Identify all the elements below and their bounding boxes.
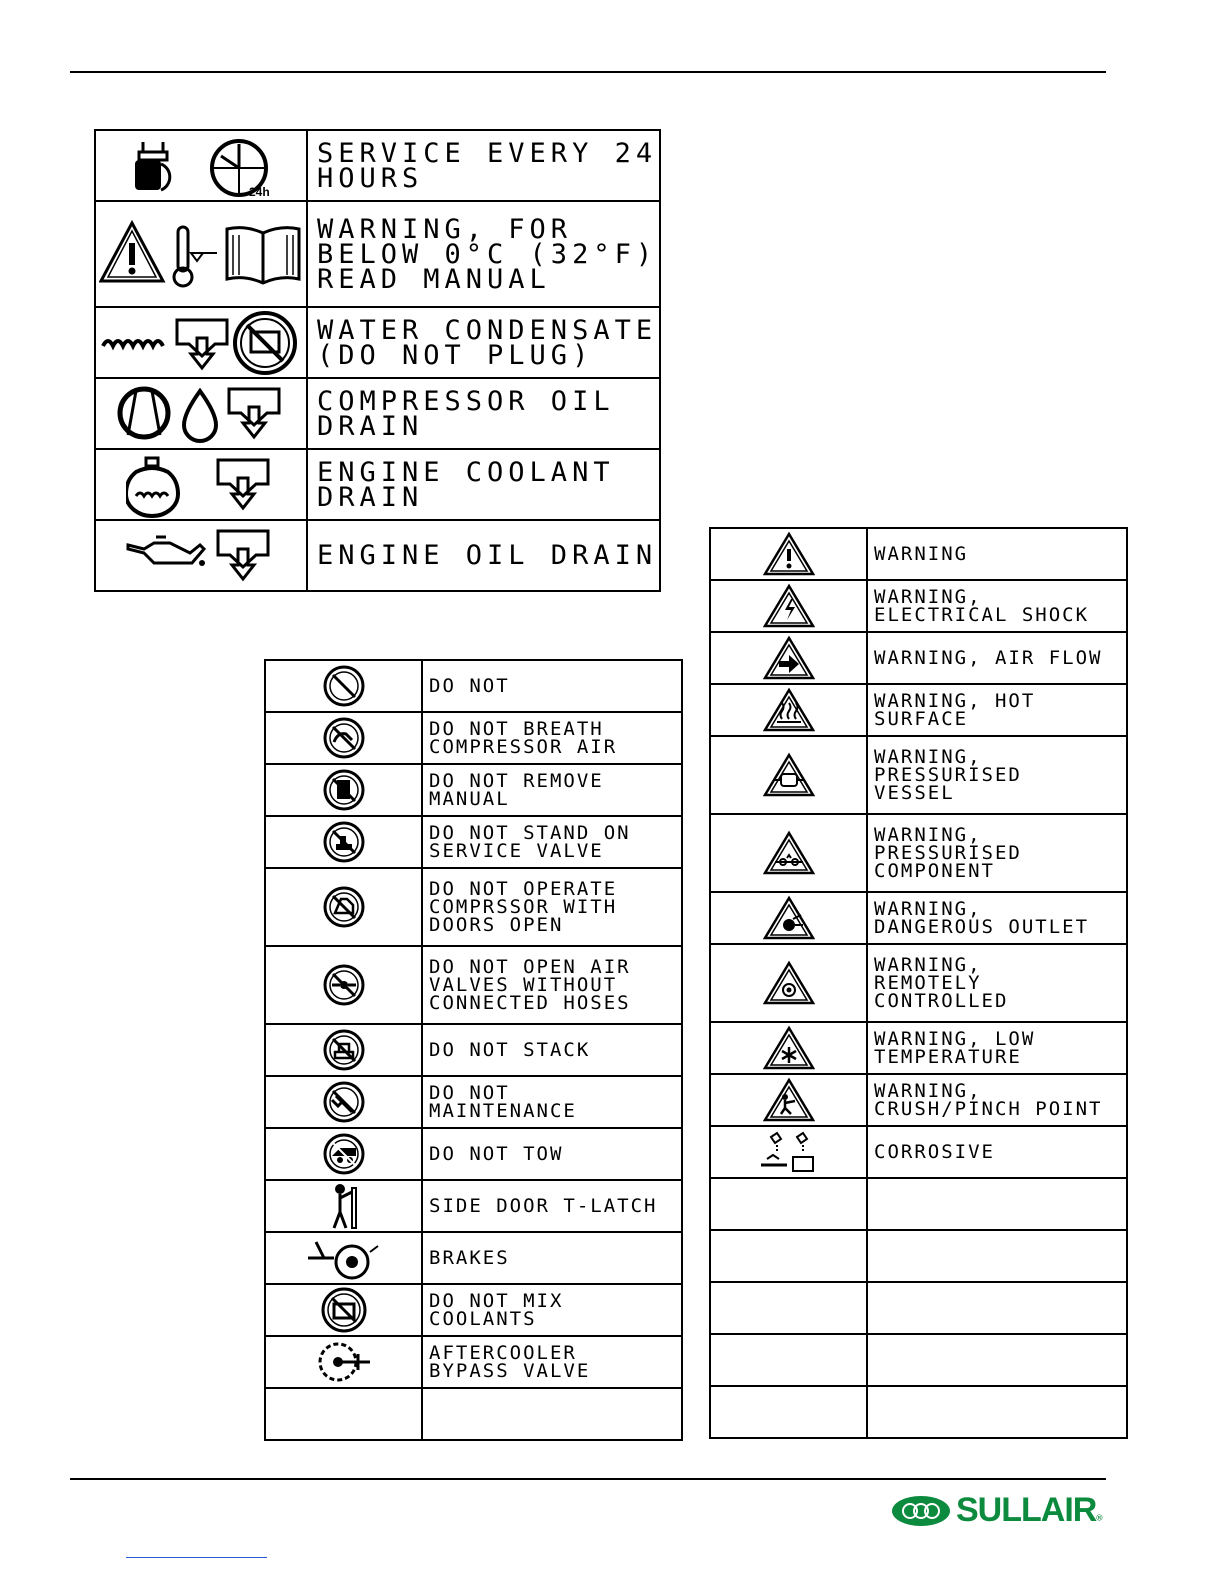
wrench-clock-24h-icon (95, 130, 307, 201)
warning-icon (710, 528, 867, 580)
row-text: CORROSIVE (867, 1126, 1127, 1178)
row-text: COMPRESSOR OIL DRAIN (307, 378, 660, 449)
engine-oil-drain-icon (95, 520, 307, 591)
row-text (867, 1230, 1127, 1282)
crush-pinch-icon (710, 1074, 867, 1126)
brakes-icon (265, 1232, 422, 1284)
table-row (265, 1180, 682, 1232)
table-row (710, 1230, 1127, 1282)
row-text: DO NOT TOW (422, 1128, 682, 1180)
table-row (710, 1282, 1127, 1334)
table-row (710, 1074, 1127, 1126)
table-row (95, 201, 660, 307)
dangerous-outlet-icon (710, 892, 867, 944)
row-text: DO NOT BREATH COMPRESSOR AIR (422, 712, 682, 764)
no-operate-doors-open-icon (265, 868, 422, 946)
table-row (265, 816, 682, 868)
row-text: WARNING, PRESSURISED VESSEL (867, 736, 1127, 814)
row-text: DO NOT REMOVE MANUAL (422, 764, 682, 816)
pressurised-vessel-icon (710, 736, 867, 814)
remote-control-icon (710, 944, 867, 1022)
table-row (710, 1178, 1127, 1230)
row-text: WARNING, FOR BELOW 0°C (32°F) READ MANUAL (307, 201, 660, 307)
table-row (265, 946, 682, 1024)
aftercooler-valve-icon (265, 1336, 422, 1388)
no-stack-icon (265, 1024, 422, 1076)
row-text: DO NOT MAINTENANCE (422, 1076, 682, 1128)
svg-text:24h: 24h (249, 184, 270, 198)
row-text: DO NOT STAND ON SERVICE VALVE (422, 816, 682, 868)
table-row (710, 528, 1127, 580)
no-maintenance-icon (265, 1076, 422, 1128)
row-text (867, 1386, 1127, 1438)
table-row (265, 1024, 682, 1076)
table-row (265, 1388, 682, 1440)
row-text: WARNING, ELECTRICAL SHOCK (867, 580, 1127, 632)
pressurised-component-icon (710, 814, 867, 892)
empty-icon-cell (710, 1386, 867, 1438)
table-row (710, 944, 1127, 1022)
no-remove-manual-icon (265, 764, 422, 816)
row-text (867, 1178, 1127, 1230)
table-row (95, 520, 660, 591)
row-text: DO NOT OPERATE COMPRSSOR WITH DOORS OPEN (422, 868, 682, 946)
engine-coolant-drain-icon (95, 449, 307, 520)
low-temperature-icon (710, 1022, 867, 1074)
row-text: BRAKES (422, 1232, 682, 1284)
row-text: SERVICE EVERY 24 HOURS (307, 130, 660, 201)
table-row (265, 1284, 682, 1336)
sullair-emblem-icon (890, 1494, 952, 1528)
row-text: WARNING, AIR FLOW (867, 632, 1127, 684)
row-text: WARNING, HOT SURFACE (867, 684, 1127, 736)
table-row (265, 868, 682, 946)
table-row (265, 1232, 682, 1284)
compressor-oil-drain-icon (95, 378, 307, 449)
table-row (265, 764, 682, 816)
row-text: WARNING, LOW TEMPERATURE (867, 1022, 1127, 1074)
link-underline (126, 1557, 267, 1558)
empty-icon-cell (710, 1230, 867, 1282)
row-text: DO NOT (422, 660, 682, 712)
empty-icon-cell (265, 1388, 422, 1440)
empty-icon-cell (710, 1178, 867, 1230)
table-row (95, 378, 660, 449)
header-rule (70, 71, 1106, 73)
prohibition-icon (265, 660, 422, 712)
table-row (710, 1334, 1127, 1386)
side-door-latch-icon (265, 1180, 422, 1232)
table-row (710, 1126, 1127, 1178)
empty-icon-cell (710, 1334, 867, 1386)
footer-rule (70, 1478, 1106, 1480)
row-text: ENGINE OIL DRAIN (307, 520, 660, 591)
row-text (867, 1334, 1127, 1386)
table-row (95, 130, 660, 201)
row-text: ENGINE COOLANT DRAIN (307, 449, 660, 520)
table-row (265, 1128, 682, 1180)
registered-mark: ® (1096, 1513, 1103, 1524)
table-row (710, 580, 1127, 632)
table-row (265, 660, 682, 712)
table-row (95, 307, 660, 378)
row-text: WARNING (867, 528, 1127, 580)
table-row (710, 736, 1127, 814)
row-text: WARNING, REMOTELY CONTROLLED (867, 944, 1127, 1022)
table-row (710, 684, 1127, 736)
row-text: WARNING, PRESSURISED COMPONENT (867, 814, 1127, 892)
no-tow-icon (265, 1128, 422, 1180)
table-row (265, 1076, 682, 1128)
table-row (265, 712, 682, 764)
no-stand-valve-icon (265, 816, 422, 868)
row-text: SIDE DOOR T-LATCH (422, 1180, 682, 1232)
row-text (867, 1282, 1127, 1334)
table-row (710, 632, 1127, 684)
row-text: AFTERCOOLER BYPASS VALVE (422, 1336, 682, 1388)
warning-symbols-table (709, 527, 1128, 1439)
no-mix-coolants-icon (265, 1284, 422, 1336)
row-text: DO NOT MIX COOLANTS (422, 1284, 682, 1336)
brand-name: SULLAIR (956, 1491, 1097, 1529)
corrosive-icon (710, 1126, 867, 1178)
hot-surface-icon (710, 684, 867, 736)
no-open-valves-icon (265, 946, 422, 1024)
electrical-shock-icon (710, 580, 867, 632)
table-row (95, 449, 660, 520)
no-breath-icon (265, 712, 422, 764)
water-condensate-drain-icon (95, 307, 307, 378)
row-text: DO NOT OPEN AIR VALVES WITHOUT CONNECTED HOSES (422, 946, 682, 1024)
row-text: WATER CONDENSATE (DO NOT PLUG) (307, 307, 660, 378)
table-row (710, 1022, 1127, 1074)
row-text: DO NOT STACK (422, 1024, 682, 1076)
table-row (265, 1336, 682, 1388)
air-flow-icon (710, 632, 867, 684)
row-text: WARNING, CRUSH/PINCH POINT (867, 1074, 1127, 1126)
row-text: WARNING, DANGEROUS OUTLET (867, 892, 1127, 944)
service-symbols-table (94, 129, 661, 592)
prohibition-symbols-table (264, 659, 683, 1441)
row-text (422, 1388, 682, 1440)
table-row (710, 1386, 1127, 1438)
warning-thermometer-manual-icon (95, 201, 307, 307)
empty-icon-cell (710, 1282, 867, 1334)
table-row (710, 892, 1127, 944)
table-row (710, 814, 1127, 892)
sullair-logo (890, 1491, 1102, 1530)
